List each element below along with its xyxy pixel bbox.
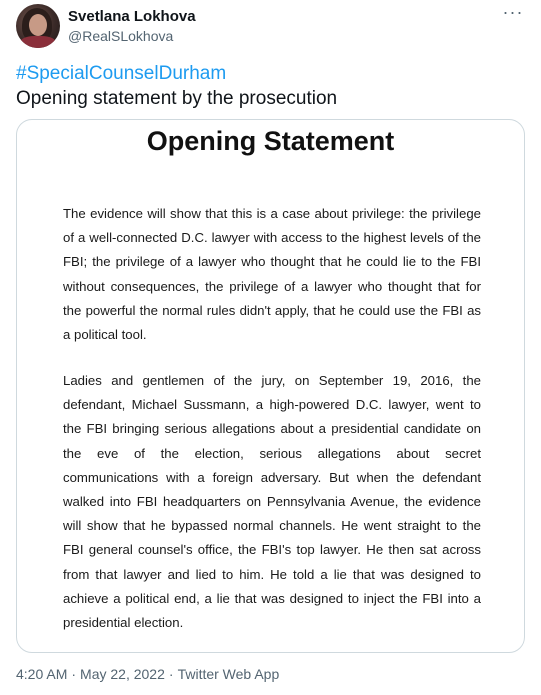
document-paragraph-2: Ladies and gentlemen of the jury, on September 19, 2016, the defendant, Michael Sussmann, a high-powered D.C. lawyer, went to the FBI bringing serious allegations about a presidential candidate on the eve of the election, serious allegations about secret communications with a foreign adversary. But when the defendant walked into FBI headquarters on Pennsylvania Avenue, the evidence will show that he bypassed normal channels. He went straight to the FBI general counsel's office, the FBI's top lawyer. He then sat across from that lawyer and lied to him. He told a lie that was designed to achieve a political end, a lie that was designed to inject the FBI into a presidential election. [63, 373, 481, 631]
more-options-icon[interactable]: ··· [502, 2, 524, 22]
author-name[interactable]: Svetlana Lokhova [68, 8, 196, 25]
tweet-header [16, 4, 527, 52]
tweet-footer [16, 666, 279, 682]
tweet-body: Opening statement by the prosecution [16, 88, 338, 109]
source-app-link[interactable]: Twitter Web App [177, 666, 280, 682]
tweet-text [16, 61, 526, 111]
author-handle[interactable]: @RealSLokhova [68, 28, 174, 44]
tweet-date[interactable]: May 22, 2022 [80, 666, 165, 682]
tweet-time[interactable]: 4:20 AM [16, 666, 68, 682]
separator: · [71, 666, 77, 682]
avatar[interactable] [16, 4, 60, 48]
separator: · [168, 666, 174, 682]
attached-image[interactable] [16, 119, 525, 653]
avatar-shirt [20, 36, 56, 48]
document-title: Opening Statement [146, 126, 395, 156]
document-image [17, 120, 524, 652]
avatar-face [29, 14, 47, 36]
document-paragraph-1: The evidence will show that this is a case about privilege: the privilege of a well-connected D.C. lawyer with access to the highest levels of the FBI; the privilege of a lawyer who thought that he could lie to the FBI without consequences, the privilege of a lawyer who thought that for the powerful the normal rules didn't apply, that he could use the FBI as a political tool. [63, 206, 481, 343]
hashtag-link[interactable]: #SpecialCounselDurham [16, 63, 227, 84]
